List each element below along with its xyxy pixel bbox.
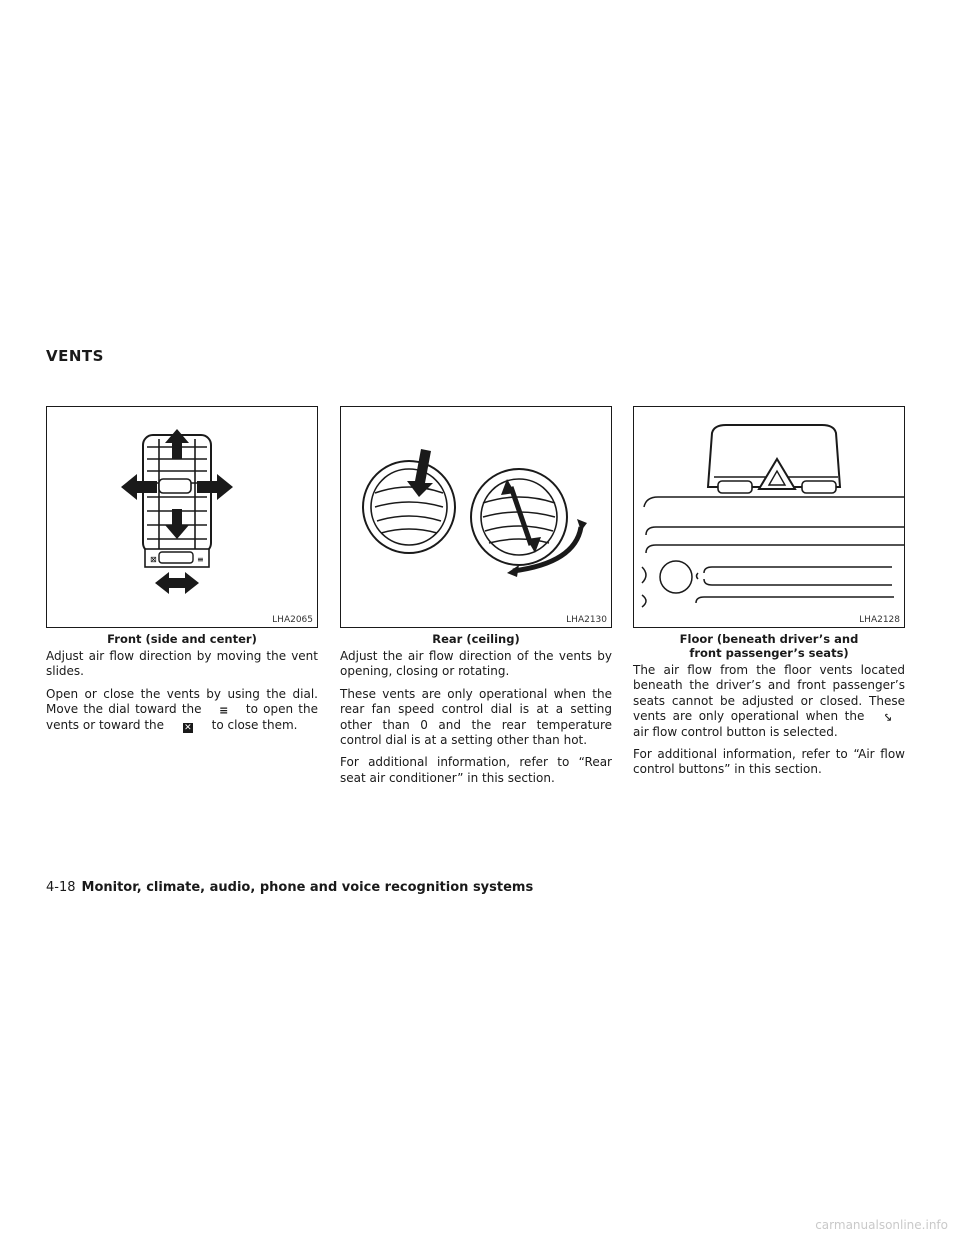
floor-vent-figure: [633, 406, 905, 628]
floor-airflow-icon: ⤥: [884, 711, 892, 725]
rear-vent-illustration: [341, 407, 611, 627]
rear-vent-figure: [340, 406, 612, 628]
text-fragment: to open the vents or toward the: [46, 702, 318, 732]
svg-text:⊠: ⊠: [150, 555, 157, 564]
paragraph-with-icon: [633, 663, 905, 740]
caption-line: front passenger’s seats): [689, 646, 849, 660]
figure-code: LHA2130: [566, 615, 607, 625]
front-vent-illustration: [47, 407, 317, 627]
paragraph: These vents are only operational when the rear fan speed control dial is at a setting other than 0 and the rear temperature control dial is at a setting other than hot.: [340, 686, 612, 748]
chapter-title: Monitor, climate, audio, phone and voice recognition systems: [81, 880, 534, 895]
paragraph: Adjust the air flow direction of the vents by opening, closing or rotating.: [340, 649, 612, 679]
floor-vent-illustration: [634, 407, 904, 627]
text-fragment: The air flow from the floor vents located beneath the driver’s and front passenger’s seats cannot be adjusted or closed. These vents are only operational when the: [633, 663, 905, 724]
text-fragment: Open or close the vents by using the dial. Move the dial toward the: [46, 686, 318, 717]
open-vent-icon: ≡: [219, 704, 229, 718]
watermark: carmanualsonline.info: [815, 1218, 948, 1232]
figure-code: LHA2128: [859, 615, 900, 625]
paragraph: For additional information, refer to “Air flow control buttons” in this section.: [633, 747, 905, 777]
paragraph-with-icons: [46, 687, 318, 733]
page-number: 4-18: [46, 880, 76, 895]
figure-caption: Rear (ceiling): [432, 632, 520, 646]
front-vent-figure: [46, 406, 318, 628]
column-front-vents: [46, 406, 318, 740]
figure-caption: Front (side and center): [107, 632, 257, 646]
closed-vent-icon: ✕: [184, 722, 192, 733]
page-footer: [46, 880, 533, 895]
svg-text:≡: ≡: [197, 555, 204, 564]
column-rear-vents: [340, 406, 612, 793]
column-floor-vents: [633, 406, 905, 785]
text-fragment: to close them.: [211, 717, 298, 732]
caption-line: Floor (beneath driver’s and: [679, 632, 859, 646]
figure-code: LHA2065: [272, 615, 313, 625]
paragraph: For additional information, refer to “Rear seat air conditioner” in this section.: [340, 755, 612, 785]
paragraph: Adjust air flow direction by moving the vent slides.: [46, 649, 318, 679]
text-fragment: air flow control button is selected.: [633, 724, 838, 739]
section-title: VENTS: [46, 347, 104, 365]
figure-caption: [633, 632, 905, 660]
